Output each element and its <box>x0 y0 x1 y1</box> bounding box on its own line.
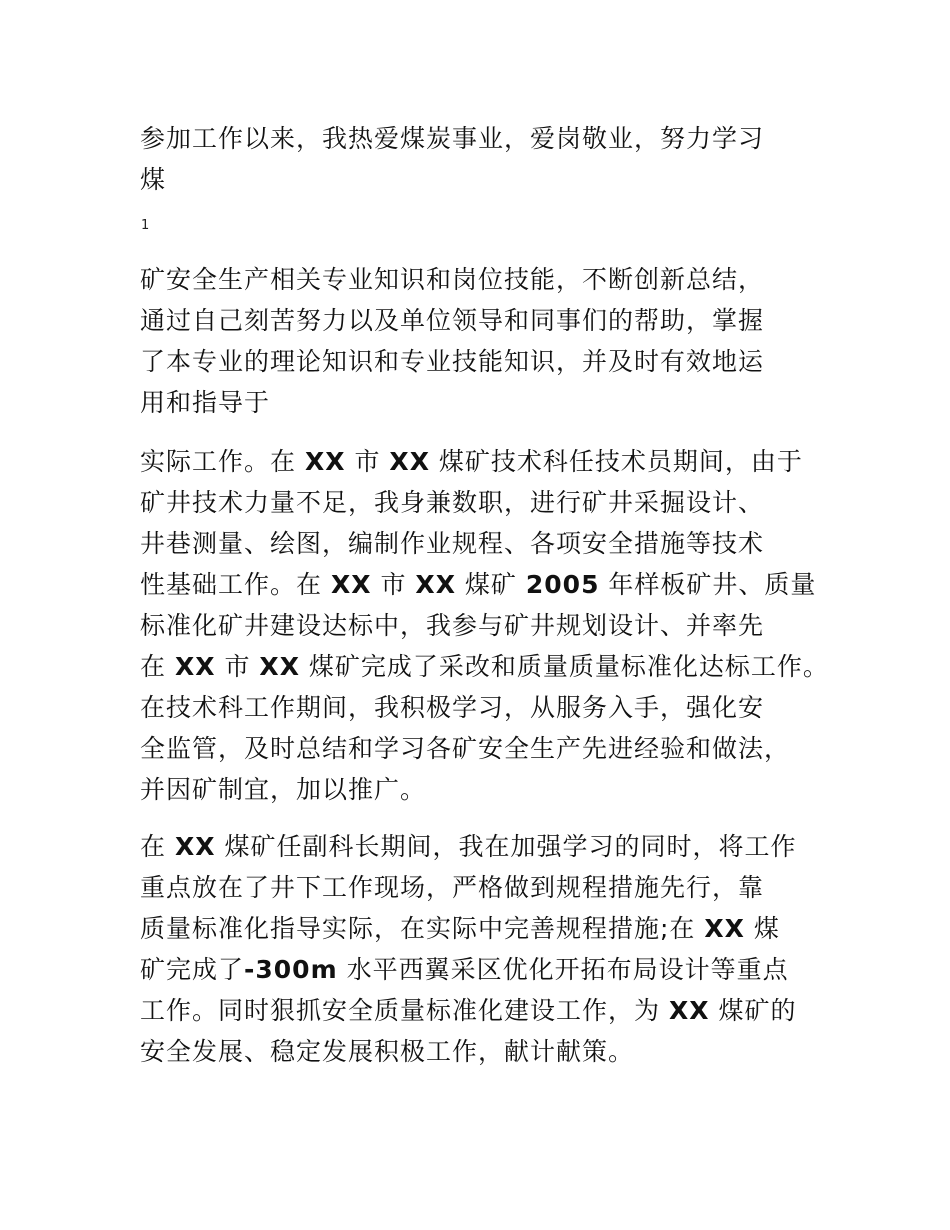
text-line: 性基础工作。在 XX 市 XX 煤矿 2005 年样板矿井、质量 <box>140 570 817 599</box>
text-line: 用和指导于 <box>140 388 271 417</box>
text-line: 矿完成了-300m 水平西翼采区优化开拓布局设计等重点 <box>140 955 789 984</box>
text-line: 全监管，及时总结和学习各矿安全生产先进经验和做法， <box>140 734 791 763</box>
text-line: 工作。同时狠抓安全质量标准化建设工作，为 XX 煤矿的 <box>140 996 797 1025</box>
text-line: 重点放在了井下工作现场，严格做到规程措施先行，靠 <box>140 873 765 902</box>
text-line: 并因矿制宜，加以推广。 <box>140 775 427 804</box>
text-line: 在 XX 煤矿任副科长期间，我在加强学习的同时，将工作 <box>140 832 797 861</box>
text-line: 实际工作。在 XX 市 XX 煤矿技术科任技术员期间，由于 <box>140 447 803 476</box>
text-line: 标准化矿井建设达标中，我参与矿井规划设计、并率先 <box>140 611 765 640</box>
text-line: 煤 <box>140 165 167 194</box>
text-line: 安全发展、稳定发展积极工作，献计献策。 <box>140 1037 635 1066</box>
text-line: 矿井技术力量不足，我身兼数职，进行矿井采掘设计、 <box>140 488 765 517</box>
page-number: 1 <box>141 218 150 233</box>
text-line: 矿安全生产相关专业知识和岗位技能，不断创新总结， <box>140 265 765 294</box>
text-line: 在 XX 市 XX 煤矿完成了采改和质量质量标准化达标工作。 <box>140 652 829 681</box>
text-line: 井巷测量、绘图，编制作业规程、各项安全措施等技术 <box>140 529 765 558</box>
paragraph-1 <box>140 118 840 200</box>
text-line: 参加工作以来，我热爱煤炭事业，爱岗敬业，努力学习 <box>140 124 765 153</box>
text-line: 在技术科工作期间，我积极学习，从服务入手，强化安 <box>140 693 765 722</box>
text-line: 质量标准化指导实际，在实际中完善规程措施;在 XX 煤 <box>140 914 780 943</box>
text-line: 了本专业的理论知识和专业技能知识，并及时有效地运 <box>140 347 765 376</box>
text-line: 通过自己刻苦努力以及单位领导和同事们的帮助，掌握 <box>140 306 765 335</box>
paragraph-3 <box>140 441 840 810</box>
paragraph-4 <box>140 826 840 1072</box>
paragraph-2 <box>140 259 840 423</box>
